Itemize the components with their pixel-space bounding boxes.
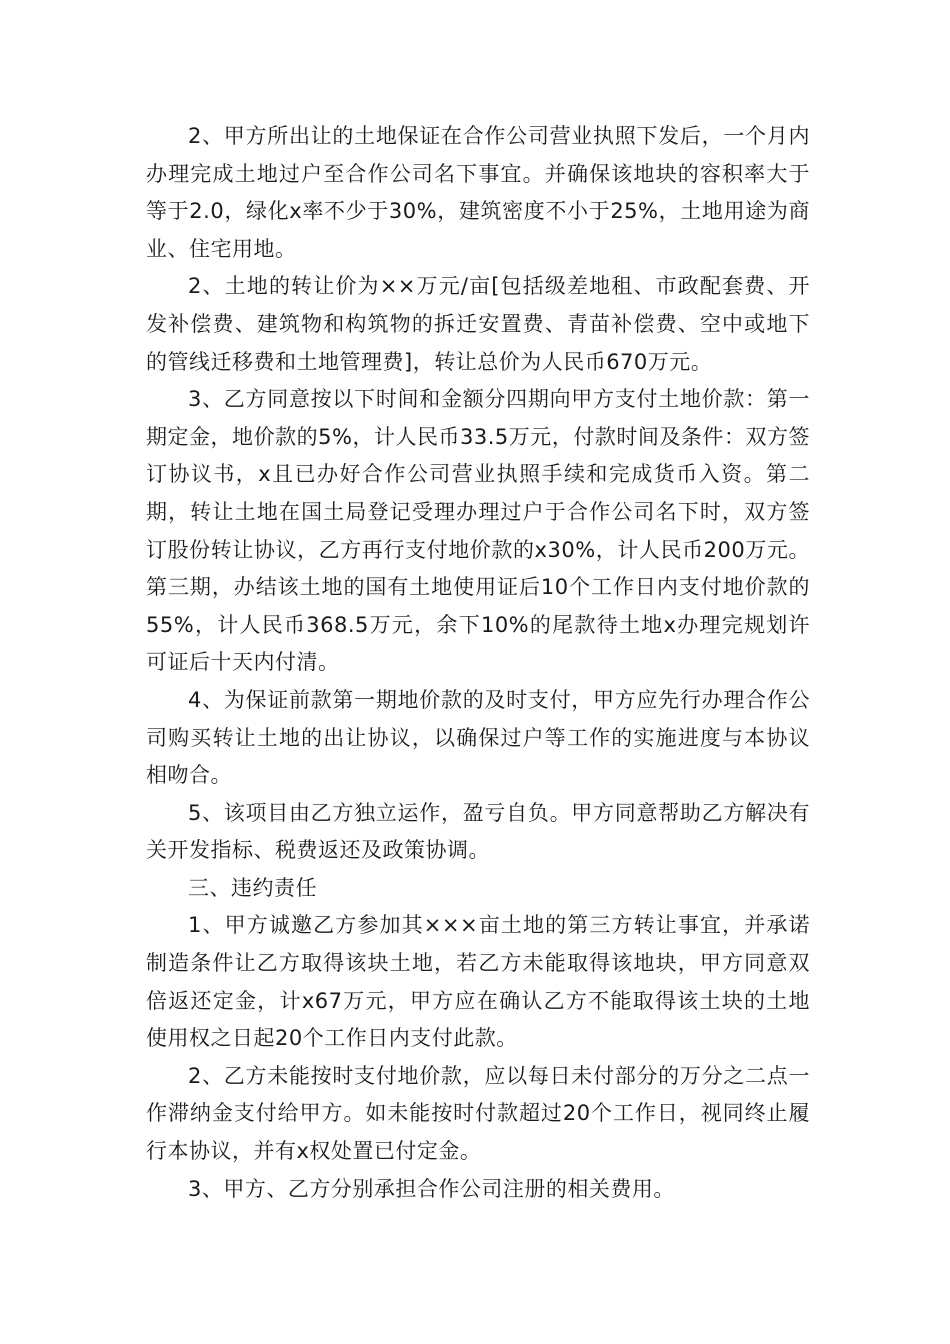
clause-independent-operation: 5、该项目由乙方独立运作，盈亏自负。甲方同意帮助乙方解决有关开发指标、税费返还及政策协调。 bbox=[146, 800, 810, 863]
clause-payment-schedule: 3、乙方同意按以下时间和金额分四期向甲方支付土地价款：第一期定金，地价款的5%，计人民币33.5万元，付款时间及条件：双方签订协议书，x且已办好合作公司营业执照手续和完成货币入资。第二期，转让土地在国土局登记受理办理过户于合作公司名下时，双方签订股份转让协议，乙方再行支付地价款的x30%，计人民币200万元。第三期，办结该土地的国有土地使用证后10个工作日内支付地价款的55%，计人民币368.5万元，余下10%的尾款待土地x办理完规划许可证后十天内付清。 bbox=[146, 387, 810, 675]
document-body bbox=[146, 118, 810, 1208]
clause-registration-fees: 3、甲方、乙方分别承担合作公司注册的相关费用。 bbox=[188, 1176, 675, 1201]
clause-payment-assurance: 4、为保证前款第一期地价款的及时支付，甲方应先行办理合作公司购买转让土地的出让协议，以确保过户等工作的实施进度与本协议相吻合。 bbox=[146, 687, 810, 788]
clause-land-transfer-guarantee: 2、甲方所出让的土地保证在合作公司营业执照下发后，一个月内办理完成土地过户至合作公司名下事宜。并确保该地块的容积率大于等于2.0，绿化x率不少于30%，建筑密度不小于25%，土地用途为商业、住宅用地。 bbox=[146, 124, 810, 261]
clause-breach-party-b: 2、乙方未能按时支付地价款，应以每日未付部分的万分之二点一作滞纳金支付给甲方。如未能按时付款超过20个工作日，视同终止履行本协议，并有x权处置已付定金。 bbox=[146, 1063, 810, 1164]
clause-transfer-price: 2、土地的转让价为××万元/亩[包括级差地租、市政配套费、开发补偿费、建筑物和构筑物的拆迁安置费、青苗补偿费、空中或地下的管线迁移费和土地管理费]，转让总价为人民币670万元。 bbox=[146, 274, 810, 374]
clause-breach-party-a: 1、甲方诚邀乙方参加其×××亩土地的第三方转让事宜，并承诺制造条件让乙方取得该块土地，若乙方未能取得该地块，甲方同意双倍返还定金，计x67万元，甲方应在确认乙方不能取得该土块的土地使用权之日起20个工作日内支付此款。 bbox=[146, 913, 810, 1051]
section-heading-breach-liability: 三、违约责任 bbox=[188, 875, 317, 900]
